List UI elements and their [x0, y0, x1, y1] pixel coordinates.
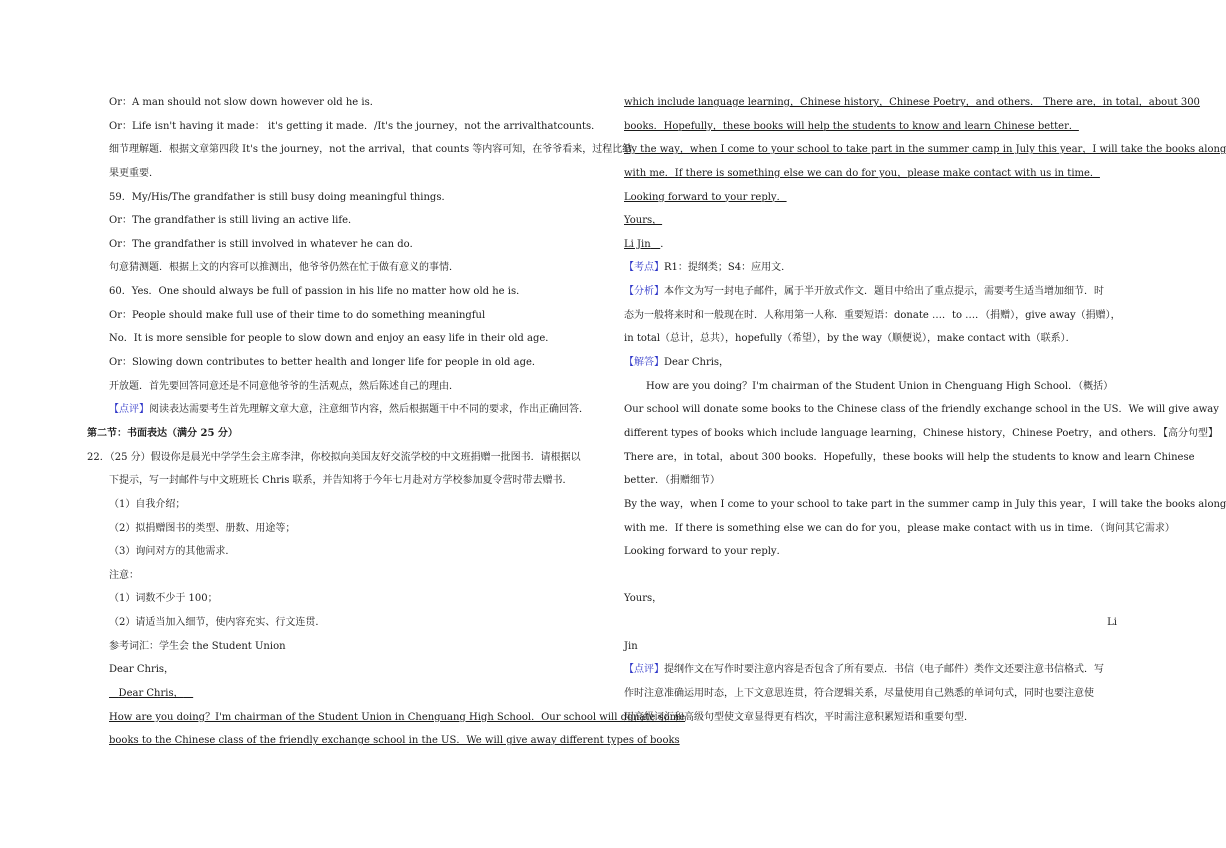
answer-line: better．（捐赠细节）	[624, 475, 721, 487]
answer-line: Or：The grandfather is still involved in whatever he can do．	[109, 238, 420, 250]
signature-jin: Jin	[624, 640, 638, 652]
answer-line: Yours，	[624, 593, 663, 605]
prompt-item: （3）询问对方的其他需求．	[109, 546, 236, 558]
analysis-line: 句意猜测题．根据上文的内容可以推测出，他爷爷仍然在忙于做有意义的事情．	[109, 262, 459, 274]
letter-signature: Li Jin ．	[624, 238, 671, 250]
answer-line: with me．If there is something else we can do for you，please make contact with us in time．（询问其它需求）	[624, 522, 1175, 534]
answer-line: Or：Life isn't having it made： it's getting it made．/It's the journey，not the arrivalthatcounts．	[109, 120, 602, 132]
letter-line: with me．If there is something else we can do for you，please make contact with us in time．	[624, 167, 1100, 179]
answer-line: No．It is more sensible for people to slow down and enjoy an easy life in their old age．	[109, 333, 556, 345]
answer-tag: 【解答】	[624, 357, 664, 369]
right-column	[624, 91, 1226, 729]
greeting: Dear Chris，	[109, 664, 175, 676]
question-text: 下提示，写一封邮件与中文班班长 Chris 联系，并告知将于今年七月赴对方学校参加夏令营时带去赠书．	[109, 475, 573, 487]
comment-tag: 【点评】	[624, 664, 664, 676]
comment-line: 作时注意准确运用时态，上下文意思连贯，符合逻辑关系，尽量使用自己熟悉的单词句式，同时也要注意使	[624, 688, 1094, 700]
answer-line: different types of books which include language learning，Chinese history，Chinese Poetry，and others．【高分句型】	[624, 427, 1218, 439]
analysis-line: 细节理解题．根据文章第四段 It's the journey，not the arrival，that counts 等内容可知，在爷爷看来，过程比结	[109, 144, 633, 156]
comment-tag: 【点评】	[109, 404, 149, 416]
letter-line: By the way，when I come to your school to take part in the summer camp in July this year，I will take the books along	[624, 144, 1226, 156]
letter-greeting	[87, 682, 589, 706]
answer-line: 【解答】Dear Chris，	[624, 357, 730, 369]
letter-line: How are you doing？I'm chairman of the Student Union in Chenguang High School．Our school will donate some	[109, 711, 686, 723]
comment-text: 阅读表达需要考生首先理解文章大意，注意细节内容，然后根据题干中不同的要求，作出正确回答．	[149, 404, 589, 416]
prompt-item: （2）拟捐赠图书的类型、册数、用途等；	[109, 522, 296, 534]
analysis-line: 态为一般将来时和一般现在时．人称用第一人称．重要短语：donate …．to …．（捐赠），give away（捐赠），	[624, 309, 1121, 321]
analysis-tag: 【分析】	[624, 286, 664, 298]
letter-line: books．Hopefully，these books will help the students to know and learn Chinese better．	[624, 120, 1079, 132]
analysis-line: in total（总计，总共），hopefully（希望），by the way（顺便说），make contact with（联系）．	[624, 333, 1076, 345]
comment-line	[87, 398, 589, 422]
analysis-line: 【分析】本作文为写一封电子邮件，属于半开放式作文．题目中给出了重点提示，需要考生适当增加细节．时	[624, 286, 1104, 298]
answer-59: 59．My/His/The grandfather is still busy doing meaningful things．	[109, 191, 452, 203]
answer-line: Our school will donate some books to the Chinese class of the friendly exchange school in the US．We will give away	[624, 404, 1219, 416]
letter-closing: Looking forward to your reply．	[624, 191, 787, 203]
section-heading: 第二节：书面表达（满分 25 分）	[87, 427, 238, 439]
answer-line: By the way，when I come to your school to take part in the summer camp in July this year，I will take the books along	[624, 498, 1226, 510]
highscore-tag: 【高分句型】	[1163, 427, 1218, 439]
note-heading: 注意：	[109, 569, 139, 581]
answer-line: There are，in total，about 300 books．Hopefully，these books will help the students to know and learn Chinese	[624, 451, 1195, 463]
letter-yours: Yours，	[624, 215, 663, 227]
vocabulary: 参考词汇：学生会 the Student Union	[109, 640, 286, 652]
answer-line: Or：A man should not slow down however old he is．	[109, 97, 380, 108]
note-item: （1）词数不少于 100；	[109, 593, 218, 605]
answer-60: 60．Yes．One should always be full of passion in his life no matter how old he is．	[109, 286, 527, 298]
signature-li: Li	[1107, 617, 1117, 629]
letter-greeting-text: Dear Chris，	[118, 688, 184, 700]
answer-line: Looking forward to your reply．	[624, 546, 787, 558]
letter-line: which include language learning，Chinese history，Chinese Poetry，and others． There are，in total，about 300	[624, 97, 1200, 108]
answer-line: Or：The grandfather is still living an active life．	[109, 215, 358, 227]
comment-line: 【点评】提纲作文在写作时要注意内容是否包含了所有要点．书信（电子邮件）类作文还要注意书信格式．写	[624, 664, 1104, 676]
kaodian-line: 【考点】R1：提纲类；S4：应用文．	[624, 262, 792, 274]
blank-line	[624, 564, 1127, 588]
analysis-line: 开放题．首先要回答同意还是不同意他爷爷的生活观点，然后陈述自己的理由．	[109, 380, 459, 392]
comment-line: 用高级词汇和高级句型使文章显得更有档次，平时需注意积累短语和重要句型．	[624, 711, 974, 723]
prompt-item: （1）自我介绍；	[109, 498, 186, 510]
analysis-line: 果更重要．	[109, 167, 159, 179]
answer-line: Or：People should make full use of their time to do something meaningful	[109, 309, 486, 321]
answer-line: How are you doing？I'm chairman of the Student Union in Chenguang High School．（概括）	[646, 380, 1114, 392]
answer-line: Or：Slowing down contributes to better health and longer life for people in old age．	[109, 357, 542, 369]
question-22: 22．（25 分）假设你是晨光中学学生会主席李津，你校拟向美国友好交流学校的中文班捐赠一批图书．请根据以	[87, 451, 581, 463]
letter-line: books to the Chinese class of the friendly exchange school in the US．We will give away different types of books	[109, 735, 680, 747]
note-item: （2）请适当加入细节，使内容充实、行文连贯．	[109, 617, 326, 629]
kaodian-tag: 【考点】	[624, 262, 664, 274]
